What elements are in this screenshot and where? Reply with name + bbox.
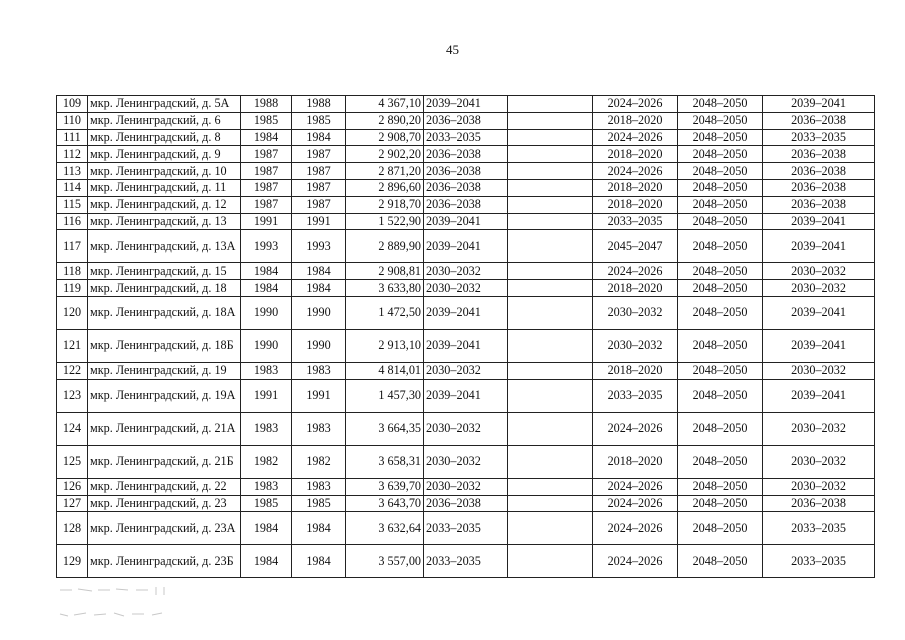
period-5-cell: 2030–2032 xyxy=(763,478,875,495)
period-1-cell: 2039–2041 xyxy=(424,213,508,230)
table-row xyxy=(57,296,875,329)
period-2-cell xyxy=(508,230,593,263)
table-row xyxy=(57,280,875,297)
period-2-cell xyxy=(508,512,593,545)
commission-year-cell: 1987 xyxy=(292,163,346,180)
address-cell: мкр. Ленинградский, д. 13А xyxy=(88,230,241,263)
table-row xyxy=(57,179,875,196)
area-cell: 1 522,90 xyxy=(346,213,424,230)
period-2-cell xyxy=(508,545,593,578)
commission-year-cell: 1984 xyxy=(292,263,346,280)
commission-year-cell: 1985 xyxy=(292,495,346,512)
period-2-cell xyxy=(508,213,593,230)
period-1-cell: 2030–2032 xyxy=(424,478,508,495)
commission-year-cell: 1991 xyxy=(292,379,346,412)
build-year-cell: 1987 xyxy=(241,196,292,213)
period-4-cell: 2048–2050 xyxy=(678,112,763,129)
period-1-cell: 2033–2035 xyxy=(424,545,508,578)
row-number-cell: 129 xyxy=(57,545,88,578)
row-number-cell: 112 xyxy=(57,146,88,163)
build-year-cell: 1991 xyxy=(241,379,292,412)
period-5-cell: 2036–2038 xyxy=(763,146,875,163)
build-year-cell: 1983 xyxy=(241,362,292,379)
period-2-cell xyxy=(508,329,593,362)
row-number-cell: 118 xyxy=(57,263,88,280)
area-cell: 3 633,80 xyxy=(346,280,424,297)
area-cell: 2 908,81 xyxy=(346,263,424,280)
area-cell: 3 658,31 xyxy=(346,445,424,478)
period-4-cell: 2048–2050 xyxy=(678,296,763,329)
table-row xyxy=(57,329,875,362)
period-5-cell: 2033–2035 xyxy=(763,129,875,146)
row-number-cell: 126 xyxy=(57,478,88,495)
area-cell: 2 889,90 xyxy=(346,230,424,263)
period-2-cell xyxy=(508,495,593,512)
period-2-cell xyxy=(508,412,593,445)
period-5-cell: 2039–2041 xyxy=(763,213,875,230)
period-1-cell: 2030–2032 xyxy=(424,280,508,297)
row-number-cell: 115 xyxy=(57,196,88,213)
address-cell: мкр. Ленинградский, д. 21Б xyxy=(88,445,241,478)
period-3-cell: 2024–2026 xyxy=(593,263,678,280)
address-cell: мкр. Ленинградский, д. 18А xyxy=(88,296,241,329)
period-2-cell xyxy=(508,179,593,196)
period-3-cell: 2018–2020 xyxy=(593,362,678,379)
address-cell: мкр. Ленинградский, д. 23Б xyxy=(88,545,241,578)
address-cell: мкр. Ленинградский, д. 19А xyxy=(88,379,241,412)
period-5-cell: 2039–2041 xyxy=(763,329,875,362)
period-1-cell: 2030–2032 xyxy=(424,445,508,478)
period-3-cell: 2030–2032 xyxy=(593,329,678,362)
row-number-cell: 124 xyxy=(57,412,88,445)
row-number-cell: 128 xyxy=(57,512,88,545)
commission-year-cell: 1985 xyxy=(292,112,346,129)
address-cell: мкр. Ленинградский, д. 23А xyxy=(88,512,241,545)
period-5-cell: 2036–2038 xyxy=(763,495,875,512)
address-cell: мкр. Ленинградский, д. 13 xyxy=(88,213,241,230)
period-5-cell: 2039–2041 xyxy=(763,379,875,412)
table-row xyxy=(57,495,875,512)
period-3-cell: 2024–2026 xyxy=(593,412,678,445)
page-number: 45 xyxy=(446,42,459,57)
period-5-cell: 2039–2041 xyxy=(763,96,875,113)
build-year-cell: 1987 xyxy=(241,146,292,163)
period-3-cell: 2018–2020 xyxy=(593,146,678,163)
period-2-cell xyxy=(508,379,593,412)
period-2-cell xyxy=(508,445,593,478)
area-cell: 2 908,70 xyxy=(346,129,424,146)
commission-year-cell: 1984 xyxy=(292,512,346,545)
period-4-cell: 2048–2050 xyxy=(678,213,763,230)
build-year-cell: 1984 xyxy=(241,545,292,578)
row-number-cell: 125 xyxy=(57,445,88,478)
period-4-cell: 2048–2050 xyxy=(678,412,763,445)
area-cell: 2 896,60 xyxy=(346,179,424,196)
period-5-cell: 2036–2038 xyxy=(763,112,875,129)
area-cell: 2 913,10 xyxy=(346,329,424,362)
period-5-cell: 2036–2038 xyxy=(763,179,875,196)
period-3-cell: 2024–2026 xyxy=(593,512,678,545)
period-1-cell: 2030–2032 xyxy=(424,362,508,379)
commission-year-cell: 1987 xyxy=(292,146,346,163)
period-1-cell: 2033–2035 xyxy=(424,129,508,146)
period-1-cell: 2039–2041 xyxy=(424,96,508,113)
period-4-cell: 2048–2050 xyxy=(678,179,763,196)
commission-year-cell: 1984 xyxy=(292,545,346,578)
period-3-cell: 2024–2026 xyxy=(593,163,678,180)
period-4-cell: 2048–2050 xyxy=(678,545,763,578)
period-3-cell: 2045–2047 xyxy=(593,230,678,263)
address-cell: мкр. Ленинградский, д. 6 xyxy=(88,112,241,129)
period-2-cell xyxy=(508,96,593,113)
period-2-cell xyxy=(508,362,593,379)
period-2-cell xyxy=(508,129,593,146)
period-1-cell: 2030–2032 xyxy=(424,263,508,280)
table-row xyxy=(57,230,875,263)
area-cell: 3 557,00 xyxy=(346,545,424,578)
period-3-cell: 2033–2035 xyxy=(593,213,678,230)
build-year-cell: 1985 xyxy=(241,112,292,129)
scan-artifact xyxy=(58,584,173,624)
period-5-cell: 2036–2038 xyxy=(763,163,875,180)
period-4-cell: 2048–2050 xyxy=(678,329,763,362)
table-row xyxy=(57,146,875,163)
period-2-cell xyxy=(508,263,593,280)
row-number-cell: 121 xyxy=(57,329,88,362)
row-number-cell: 114 xyxy=(57,179,88,196)
table-row xyxy=(57,362,875,379)
table-row xyxy=(57,196,875,213)
period-2-cell xyxy=(508,146,593,163)
build-year-cell: 1990 xyxy=(241,329,292,362)
row-number-cell: 122 xyxy=(57,362,88,379)
period-3-cell: 2024–2026 xyxy=(593,96,678,113)
area-cell: 2 902,20 xyxy=(346,146,424,163)
row-number-cell: 117 xyxy=(57,230,88,263)
period-5-cell: 2030–2032 xyxy=(763,362,875,379)
period-1-cell: 2036–2038 xyxy=(424,146,508,163)
period-2-cell xyxy=(508,478,593,495)
build-year-cell: 1984 xyxy=(241,512,292,545)
build-year-cell: 1982 xyxy=(241,445,292,478)
build-year-cell: 1991 xyxy=(241,213,292,230)
period-5-cell: 2033–2035 xyxy=(763,545,875,578)
table-row xyxy=(57,445,875,478)
address-cell: мкр. Ленинградский, д. 12 xyxy=(88,196,241,213)
commission-year-cell: 1993 xyxy=(292,230,346,263)
area-cell: 4 814,01 xyxy=(346,362,424,379)
period-5-cell: 2036–2038 xyxy=(763,196,875,213)
address-cell: мкр. Ленинградский, д. 22 xyxy=(88,478,241,495)
period-2-cell xyxy=(508,280,593,297)
address-cell: мкр. Ленинградский, д. 19 xyxy=(88,362,241,379)
period-4-cell: 2048–2050 xyxy=(678,478,763,495)
commission-year-cell: 1991 xyxy=(292,213,346,230)
build-year-cell: 1987 xyxy=(241,179,292,196)
period-5-cell: 2030–2032 xyxy=(763,445,875,478)
table-row xyxy=(57,129,875,146)
period-1-cell: 2033–2035 xyxy=(424,512,508,545)
area-cell: 1 472,50 xyxy=(346,296,424,329)
build-year-cell: 1985 xyxy=(241,495,292,512)
commission-year-cell: 1990 xyxy=(292,296,346,329)
area-cell: 2 890,20 xyxy=(346,112,424,129)
row-number-cell: 119 xyxy=(57,280,88,297)
period-5-cell: 2030–2032 xyxy=(763,280,875,297)
address-cell: мкр. Ленинградский, д. 5А xyxy=(88,96,241,113)
row-number-cell: 127 xyxy=(57,495,88,512)
address-cell: мкр. Ленинградский, д. 9 xyxy=(88,146,241,163)
address-cell: мкр. Ленинградский, д. 15 xyxy=(88,263,241,280)
address-cell: мкр. Ленинградский, д. 21А xyxy=(88,412,241,445)
period-4-cell: 2048–2050 xyxy=(678,230,763,263)
period-2-cell xyxy=(508,112,593,129)
period-4-cell: 2048–2050 xyxy=(678,129,763,146)
period-1-cell: 2036–2038 xyxy=(424,163,508,180)
address-cell: мкр. Ленинградский, д. 18Б xyxy=(88,329,241,362)
commission-year-cell: 1988 xyxy=(292,96,346,113)
period-3-cell: 2024–2026 xyxy=(593,545,678,578)
period-4-cell: 2048–2050 xyxy=(678,196,763,213)
table-row xyxy=(57,263,875,280)
period-1-cell: 2036–2038 xyxy=(424,495,508,512)
period-1-cell: 2030–2032 xyxy=(424,412,508,445)
build-year-cell: 1983 xyxy=(241,478,292,495)
commission-year-cell: 1990 xyxy=(292,329,346,362)
table-row xyxy=(57,96,875,113)
area-cell: 3 643,70 xyxy=(346,495,424,512)
period-3-cell: 2024–2026 xyxy=(593,495,678,512)
period-3-cell: 2024–2026 xyxy=(593,129,678,146)
address-cell: мкр. Ленинградский, д. 8 xyxy=(88,129,241,146)
commission-year-cell: 1983 xyxy=(292,412,346,445)
period-4-cell: 2048–2050 xyxy=(678,495,763,512)
period-4-cell: 2048–2050 xyxy=(678,379,763,412)
period-1-cell: 2039–2041 xyxy=(424,296,508,329)
table-row xyxy=(57,213,875,230)
commission-year-cell: 1982 xyxy=(292,445,346,478)
period-3-cell: 2030–2032 xyxy=(593,296,678,329)
period-2-cell xyxy=(508,296,593,329)
table-body xyxy=(57,96,875,578)
period-4-cell: 2048–2050 xyxy=(678,512,763,545)
table-row xyxy=(57,112,875,129)
build-year-cell: 1983 xyxy=(241,412,292,445)
build-year-cell: 1984 xyxy=(241,280,292,297)
row-number-cell: 120 xyxy=(57,296,88,329)
period-5-cell: 2030–2032 xyxy=(763,412,875,445)
table-row xyxy=(57,163,875,180)
period-1-cell: 2039–2041 xyxy=(424,329,508,362)
period-4-cell: 2048–2050 xyxy=(678,263,763,280)
period-4-cell: 2048–2050 xyxy=(678,280,763,297)
address-cell: мкр. Ленинградский, д. 11 xyxy=(88,179,241,196)
row-number-cell: 123 xyxy=(57,379,88,412)
commission-year-cell: 1984 xyxy=(292,129,346,146)
period-3-cell: 2018–2020 xyxy=(593,112,678,129)
period-3-cell: 2024–2026 xyxy=(593,478,678,495)
period-1-cell: 2039–2041 xyxy=(424,379,508,412)
period-5-cell: 2033–2035 xyxy=(763,512,875,545)
period-3-cell: 2033–2035 xyxy=(593,379,678,412)
address-cell: мкр. Ленинградский, д. 18 xyxy=(88,280,241,297)
area-cell: 3 639,70 xyxy=(346,478,424,495)
table-row xyxy=(57,545,875,578)
build-year-cell: 1990 xyxy=(241,296,292,329)
period-1-cell: 2036–2038 xyxy=(424,179,508,196)
table-row xyxy=(57,478,875,495)
period-5-cell: 2039–2041 xyxy=(763,230,875,263)
period-3-cell: 2018–2020 xyxy=(593,445,678,478)
area-cell: 4 367,10 xyxy=(346,96,424,113)
period-4-cell: 2048–2050 xyxy=(678,445,763,478)
period-1-cell: 2036–2038 xyxy=(424,112,508,129)
table-row xyxy=(57,379,875,412)
period-3-cell: 2018–2020 xyxy=(593,280,678,297)
area-cell: 3 632,64 xyxy=(346,512,424,545)
period-1-cell: 2036–2038 xyxy=(424,196,508,213)
build-year-cell: 1988 xyxy=(241,96,292,113)
commission-year-cell: 1983 xyxy=(292,362,346,379)
period-4-cell: 2048–2050 xyxy=(678,96,763,113)
area-cell: 1 457,30 xyxy=(346,379,424,412)
commission-year-cell: 1983 xyxy=(292,478,346,495)
table-row xyxy=(57,412,875,445)
period-4-cell: 2048–2050 xyxy=(678,362,763,379)
address-cell: мкр. Ленинградский, д. 10 xyxy=(88,163,241,180)
housing-registry-table xyxy=(56,95,875,578)
build-year-cell: 1984 xyxy=(241,129,292,146)
commission-year-cell: 1987 xyxy=(292,196,346,213)
row-number-cell: 109 xyxy=(57,96,88,113)
commission-year-cell: 1984 xyxy=(292,280,346,297)
period-4-cell: 2048–2050 xyxy=(678,146,763,163)
row-number-cell: 113 xyxy=(57,163,88,180)
build-year-cell: 1987 xyxy=(241,163,292,180)
period-3-cell: 2018–2020 xyxy=(593,179,678,196)
period-1-cell: 2039–2041 xyxy=(424,230,508,263)
period-2-cell xyxy=(508,163,593,180)
period-3-cell: 2018–2020 xyxy=(593,196,678,213)
address-cell: мкр. Ленинградский, д. 23 xyxy=(88,495,241,512)
period-4-cell: 2048–2050 xyxy=(678,163,763,180)
build-year-cell: 1993 xyxy=(241,230,292,263)
build-year-cell: 1984 xyxy=(241,263,292,280)
area-cell: 2 871,20 xyxy=(346,163,424,180)
area-cell: 2 918,70 xyxy=(346,196,424,213)
row-number-cell: 110 xyxy=(57,112,88,129)
period-5-cell: 2039–2041 xyxy=(763,296,875,329)
area-cell: 3 664,35 xyxy=(346,412,424,445)
period-5-cell: 2030–2032 xyxy=(763,263,875,280)
row-number-cell: 111 xyxy=(57,129,88,146)
commission-year-cell: 1987 xyxy=(292,179,346,196)
period-2-cell xyxy=(508,196,593,213)
row-number-cell: 116 xyxy=(57,213,88,230)
table-row xyxy=(57,512,875,545)
